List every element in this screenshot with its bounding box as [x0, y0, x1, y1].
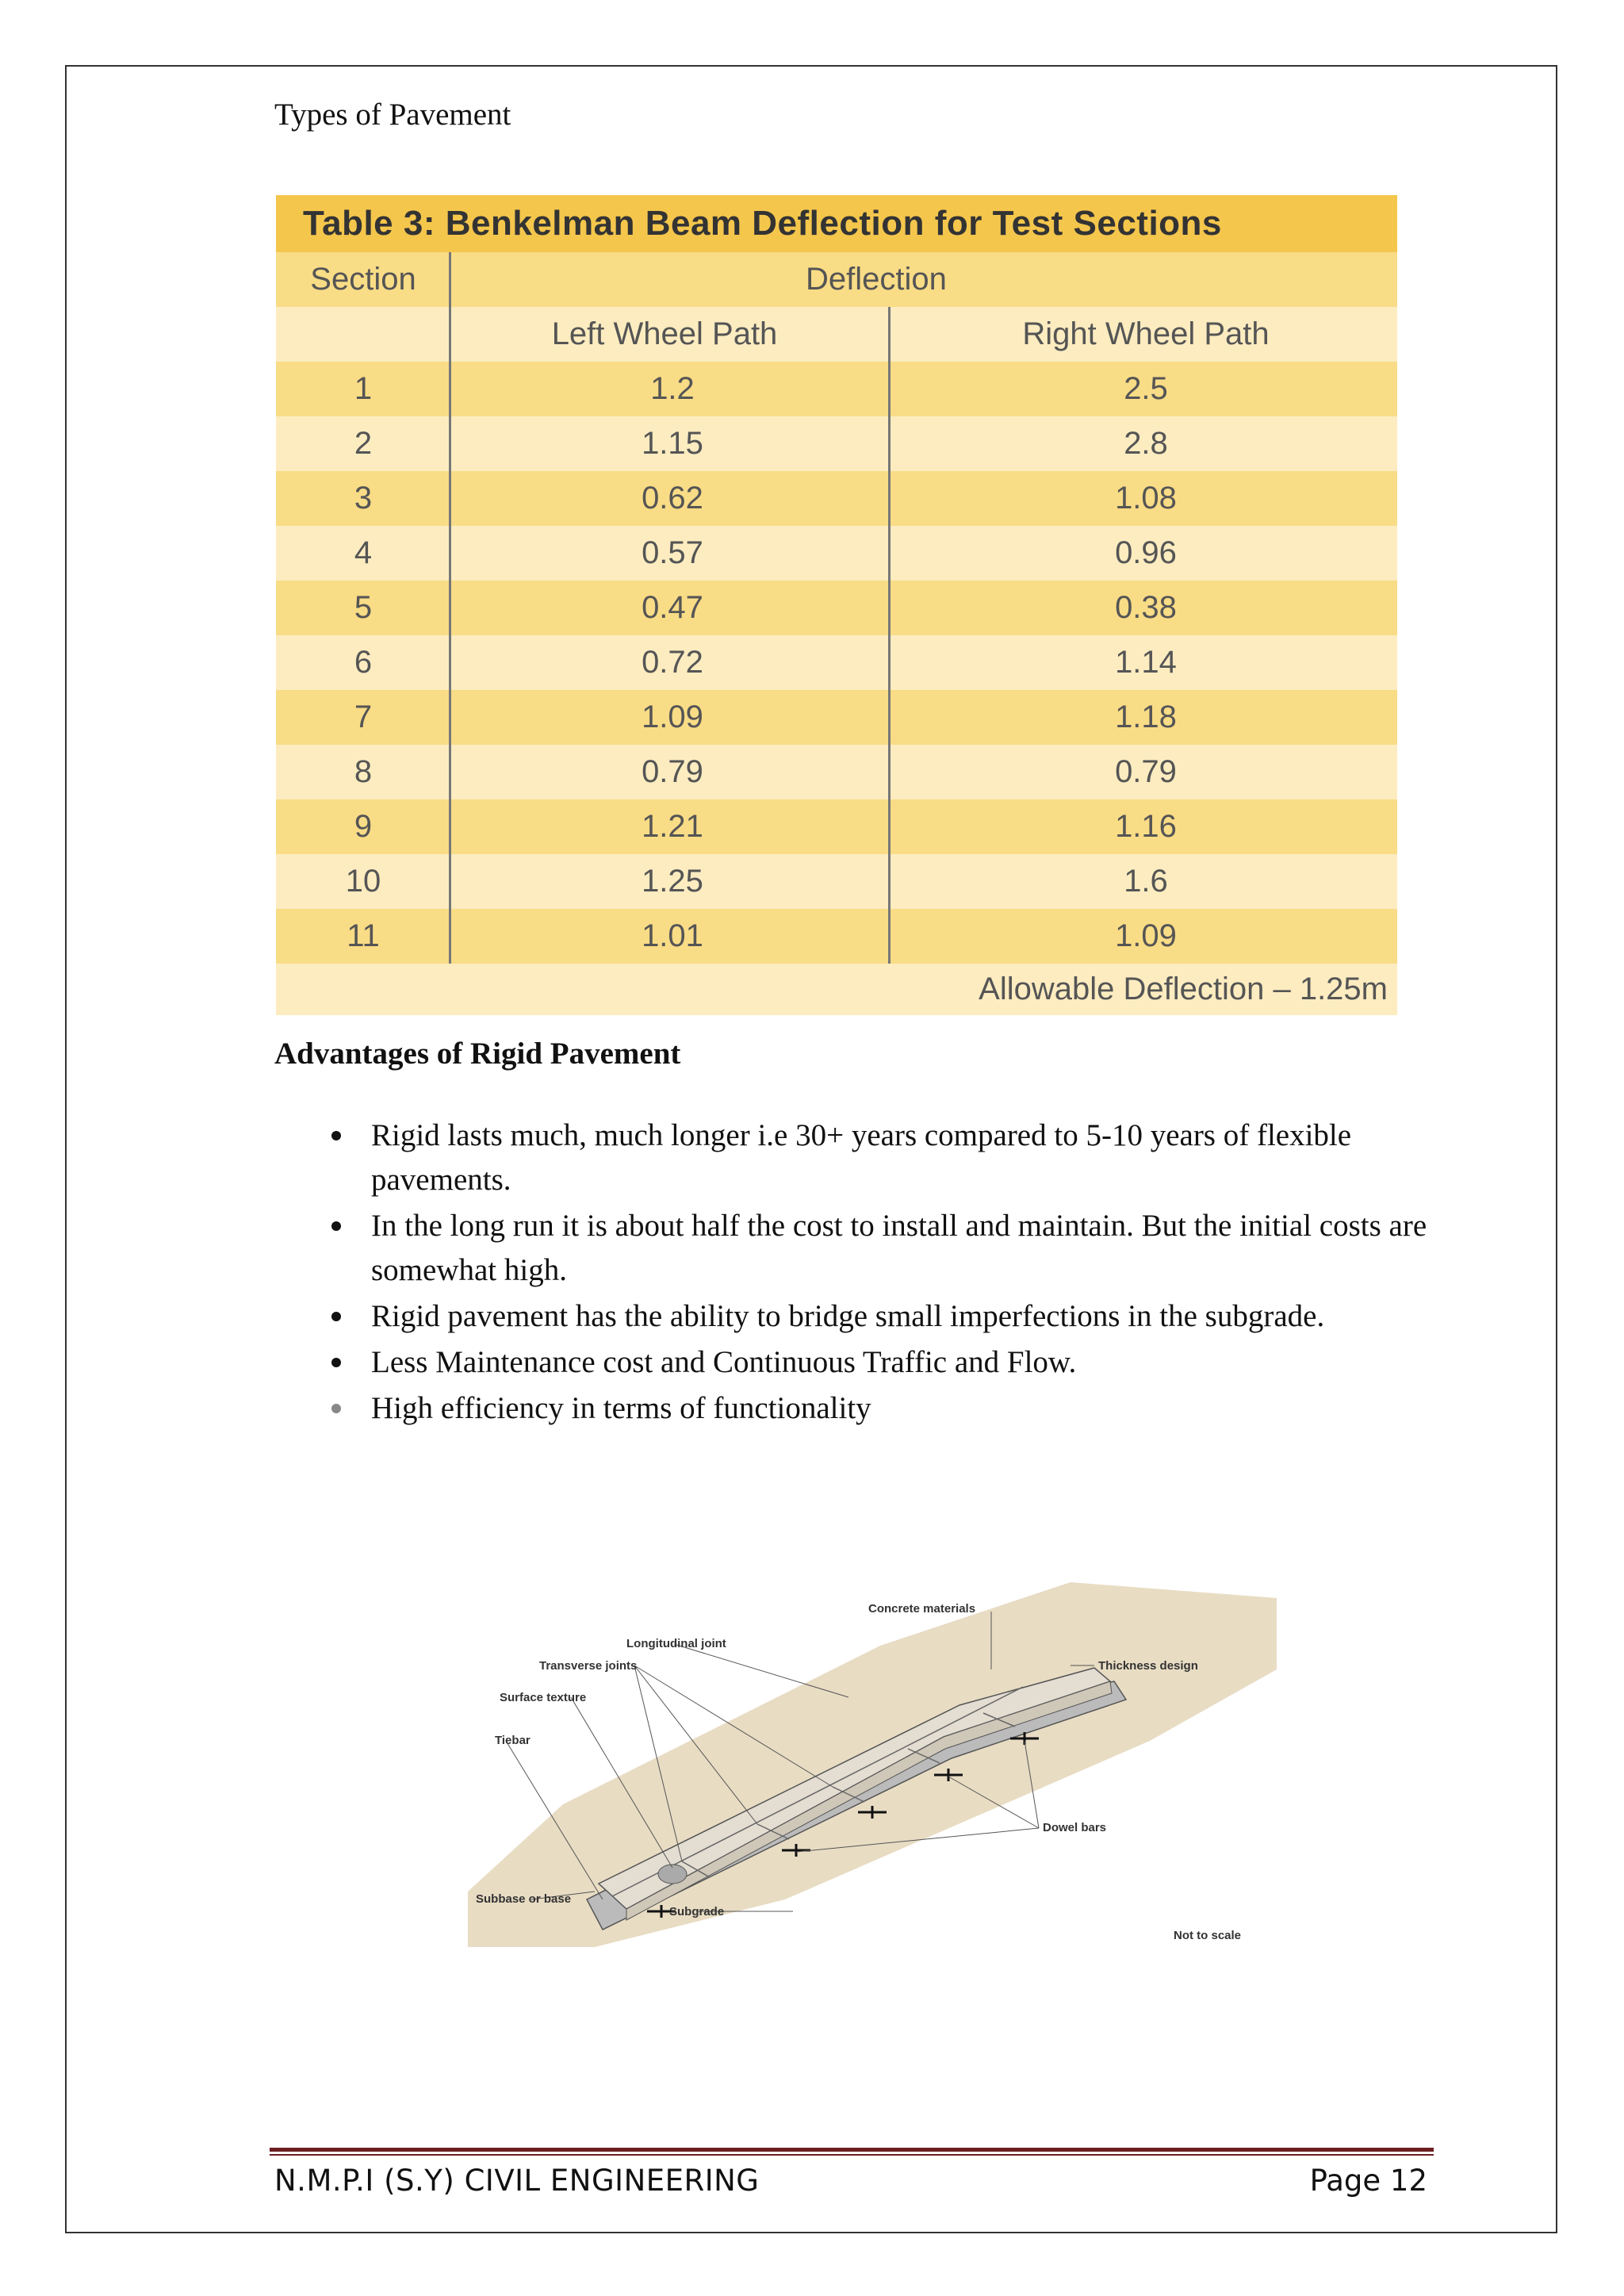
label-thickness-design: Thickness design: [1098, 1659, 1198, 1673]
cell-left-wheel: 1.09: [642, 700, 703, 734]
cell-left-wheel: 1.01: [642, 918, 703, 953]
footer-institution: N.M.P.I (S.Y) CIVIL ENGINEERING: [274, 2164, 760, 2198]
table-row: [276, 471, 1397, 526]
cell-right-wheel: 1.18: [1115, 700, 1177, 734]
cell-left-wheel: 0.47: [642, 590, 703, 625]
bullet-icon: [331, 1312, 341, 1321]
page-header-title: Types of Pavement: [274, 98, 511, 132]
cell-section: 1: [354, 371, 373, 406]
cell-left-wheel: 0.57: [642, 535, 703, 570]
table-row: [276, 526, 1397, 581]
cell-right-wheel: 0.38: [1115, 590, 1177, 625]
cell-section: 10: [345, 864, 381, 899]
label-longitudinal-joint: Longitudinal joint: [626, 1637, 726, 1650]
table-row: [276, 362, 1397, 416]
label-subgrade: Subgrade: [669, 1905, 725, 1918]
table-row: [276, 416, 1397, 471]
header-section: Section: [310, 262, 416, 297]
bullet-icon: [331, 1358, 341, 1367]
label-tiebar: Tiebar: [495, 1734, 530, 1747]
cell-right-wheel: 0.96: [1115, 535, 1177, 570]
cell-right-wheel: 1.6: [1124, 864, 1168, 899]
footer-rule: [270, 2148, 1434, 2152]
cell-section: 3: [354, 481, 373, 516]
cell-section: 7: [354, 700, 373, 734]
bullet-icon: [331, 1404, 341, 1413]
table-header-row-1: [276, 252, 1397, 307]
label-concrete-materials: Concrete materials: [868, 1602, 976, 1616]
table-row: [276, 854, 1397, 909]
list-item: Rigid lasts much, much longer i.e 30+ years compared to 5-10 years of flexible pavements.: [317, 1114, 1451, 1202]
table-header-row-2: [276, 307, 1397, 362]
cell-section: 4: [354, 535, 373, 570]
cell-left-wheel: 1.25: [642, 864, 703, 899]
cell-section: 11: [347, 918, 380, 953]
cell-left-wheel: 1.21: [642, 809, 703, 844]
cell-right-wheel: 1.08: [1115, 481, 1177, 516]
list-item: High efficiency in terms of functionality: [317, 1386, 1451, 1431]
deflection-table: [276, 195, 1397, 1015]
table-row: [276, 690, 1397, 745]
label-surface-texture: Surface texture: [500, 1691, 587, 1704]
cell-section: 6: [354, 645, 373, 680]
cell-section: 9: [354, 809, 373, 844]
cell-left-wheel: 0.62: [642, 481, 703, 516]
advantages-heading: Advantages of Rigid Pavement: [274, 1037, 681, 1071]
label-dowel-bars: Dowel bars: [1043, 1821, 1107, 1834]
cell-left-wheel: 1.15: [642, 426, 703, 461]
cell-section: 2: [354, 426, 373, 461]
table-note-row: [276, 964, 1397, 1015]
footer-page-number: Page 12: [1309, 2164, 1427, 2198]
table-row: [276, 581, 1397, 635]
label-not-to-scale: Not to scale: [1174, 1929, 1242, 1942]
cell-section: 8: [354, 754, 373, 789]
cell-right-wheel: 0.79: [1115, 754, 1177, 789]
header-deflection: Deflection: [806, 262, 947, 297]
table-divider-section: [449, 252, 451, 964]
table-divider-wheel: [888, 307, 891, 964]
cell-right-wheel: 1.14: [1115, 645, 1177, 680]
list-item: In the long run it is about half the cost to install and maintain. But the initial costs are somewhat high.: [317, 1204, 1451, 1293]
header-right-wheel: Right Wheel Path: [1022, 316, 1270, 351]
footer-rule-thin: [270, 2154, 1434, 2156]
table-row: [276, 635, 1397, 690]
rigid-pavement-diagram: [468, 1550, 1277, 1947]
label-transverse-joints: Transverse joints: [539, 1659, 638, 1673]
list-item: Less Maintenance cost and Continuous Traffic and Flow.: [317, 1340, 1451, 1385]
bullet-icon: [331, 1221, 341, 1231]
label-subbase: Subbase or base: [476, 1892, 572, 1906]
allowable-deflection-note: Allowable Deflection – 1.25m: [979, 972, 1388, 1006]
cell-left-wheel: 1.2: [650, 371, 695, 406]
cell-left-wheel: 0.79: [642, 754, 703, 789]
table-row: [276, 745, 1397, 799]
table-title: Table 3: Benkelman Beam Deflection for Test Sections: [276, 195, 1397, 252]
advantages-list: [317, 1114, 1451, 1432]
bullet-icon: [331, 1131, 341, 1140]
cell-right-wheel: 2.8: [1124, 426, 1168, 461]
cell-left-wheel: 0.72: [642, 645, 703, 680]
table-row: [276, 909, 1397, 964]
cell-right-wheel: 1.16: [1115, 809, 1177, 844]
header-left-wheel: Left Wheel Path: [551, 316, 778, 351]
table-row: [276, 799, 1397, 854]
cell-section: 5: [354, 590, 373, 625]
cell-right-wheel: 1.09: [1115, 918, 1177, 953]
list-item: Rigid pavement has the ability to bridge small imperfections in the subgrade.: [317, 1294, 1451, 1339]
cell-right-wheel: 2.5: [1124, 371, 1168, 406]
